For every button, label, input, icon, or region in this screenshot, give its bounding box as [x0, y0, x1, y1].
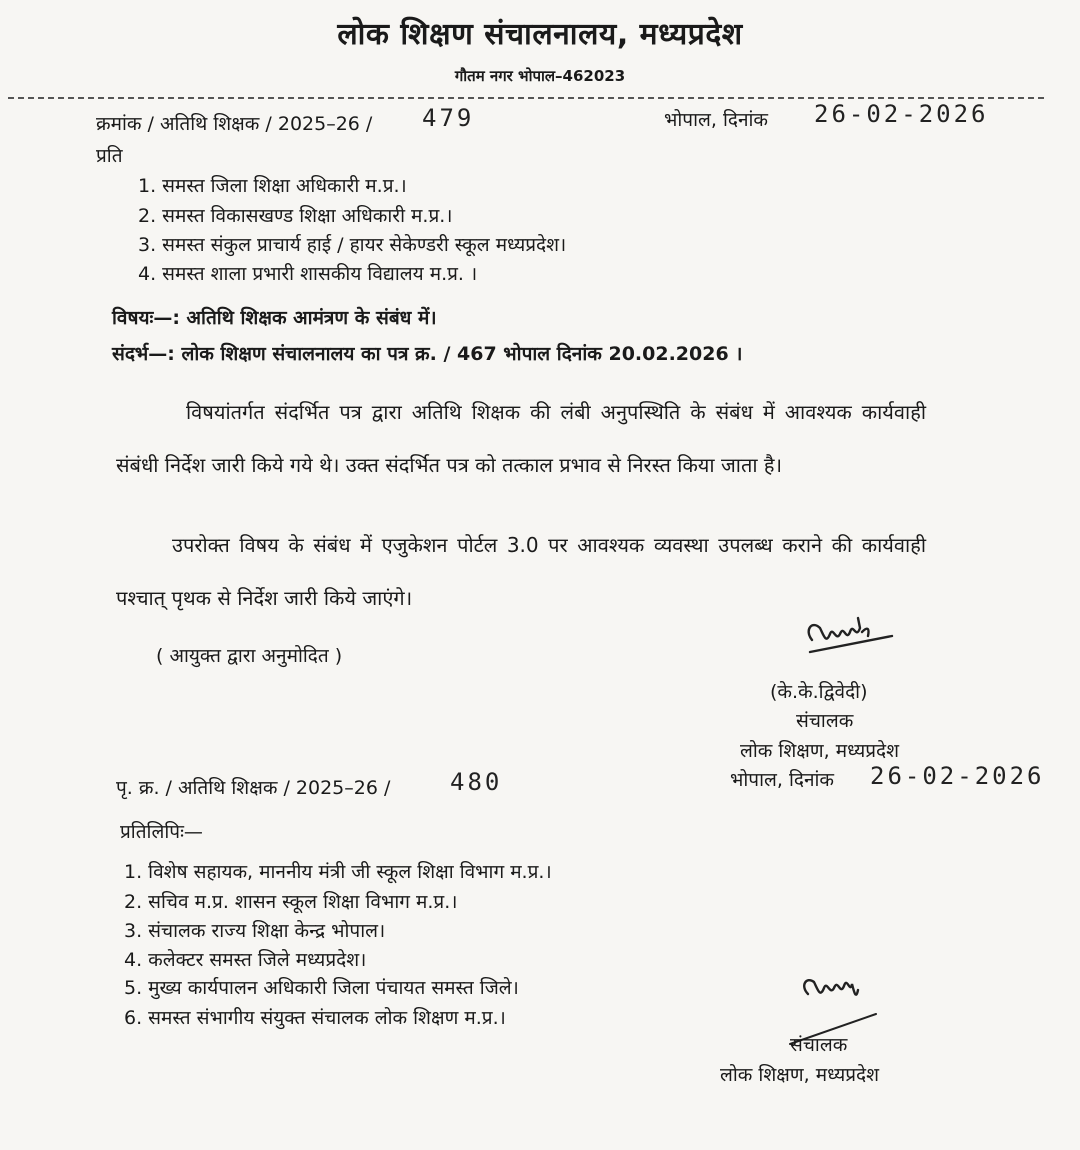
office-title: लोक शिक्षण संचालनालय, मध्यप्रदेश — [337, 17, 743, 52]
copy-item: 2. सचिव म.प्र. शासन स्कूल शिक्षा विभाग म.प्र.। — [124, 891, 458, 913]
body-paragraph-2: उपरोक्त विषय के संबंध में एजुकेशन पोर्टल 3.0 पर आवश्यक व्यवस्था उपलब्ध कराने की कार्यवाही पश्चात् पृथक से निर्देश जारी किये जाएंगे। — [116, 533, 926, 610]
to-label: प्रति — [96, 145, 123, 167]
office-address: गौतम नगर भोपाल–462023 — [454, 67, 626, 85]
copy-item: 1. विशेष सहायक, माननीय मंत्री जी स्कूल शिक्षा विभाग म.प्र.। — [124, 861, 552, 883]
reference-line: संदर्भ—: लोक शिक्षण संचालनालय का पत्र क्र. / 467 भोपाल दिनांक 20.02.2026 । — [112, 343, 743, 365]
signatory-date-prefix: भोपाल, दिनांक — [730, 769, 835, 791]
signatory-date: 26-02-2026 — [870, 762, 1045, 790]
signature-mark — [800, 606, 900, 666]
copy-item: 3. संचालक राज्य शिक्षा केन्द्र भोपाल। — [124, 920, 386, 942]
body-paragraph-1: विषयांतर्गत संदर्भित पत्र द्वारा अतिथि शिक्षक की लंबी अनुपस्थिति के संबंध में आवश्यक कार्यवाही संबंधी निर्देश जारी किये गये थे। उक्त संदर्भित पत्र को तत्काल प्रभाव से निरस्त किया जाता है। — [116, 400, 926, 477]
copy-item: 4. कलेक्टर समस्त जिले मध्यप्रदेश। — [124, 949, 367, 971]
endorsement-signatory-office: लोक शिक्षण, मध्यप्रदेश — [720, 1064, 880, 1086]
signatory-designation: संचालक — [796, 710, 854, 732]
recipient-item: 2. समस्त विकासखण्ड शिक्षा अधिकारी म.प्र.। — [138, 205, 453, 227]
signatory-office: लोक शिक्षण, मध्यप्रदेश — [740, 740, 900, 762]
letter-ref-prefix: क्रमांक / अतिथि शिक्षक / 2025–26 / — [96, 113, 373, 135]
recipient-item: 3. समस्त संकुल प्राचार्य हाई / हायर सेकेण्डरी स्कूल मध्यप्रदेश। — [138, 234, 567, 256]
header-divider — [8, 97, 1044, 99]
letter-ref-number: 479 — [422, 104, 475, 132]
copy-label: प्रतिलिपिः— — [120, 821, 203, 843]
endorsement-ref-prefix: पृ. क्र. / अतिथि शिक्षक / 2025–26 / — [116, 777, 391, 799]
signature-mark — [794, 964, 884, 1014]
letter-date: 26-02-2026 — [814, 100, 989, 128]
subject-line: विषयः—: अतिथि शिक्षक आमंत्रण के संबंध में। — [112, 307, 437, 329]
endorsement-ref-number: 480 — [450, 768, 503, 796]
copy-item: 5. मुख्य कार्यपालन अधिकारी जिला पंचायत समस्त जिले। — [124, 977, 519, 999]
letter-date-prefix: भोपाल, दिनांक — [664, 109, 769, 131]
recipient-item: 4. समस्त शाला प्रभारी शासकीय विद्यालय म.प्र. । — [138, 263, 478, 285]
recipient-item: 1. समस्त जिला शिक्षा अधिकारी म.प्र.। — [138, 175, 407, 197]
endorsement-signatory-designation: संचालक — [790, 1034, 848, 1056]
copy-item: 6. समस्त संभागीय संयुक्त संचालक लोक शिक्षण म.प्र.। — [124, 1007, 506, 1029]
approval-note: ( आयुक्त द्वारा अनुमोदित ) — [156, 645, 343, 667]
signatory-name: (के.के.द्विवेदी) — [770, 681, 868, 703]
